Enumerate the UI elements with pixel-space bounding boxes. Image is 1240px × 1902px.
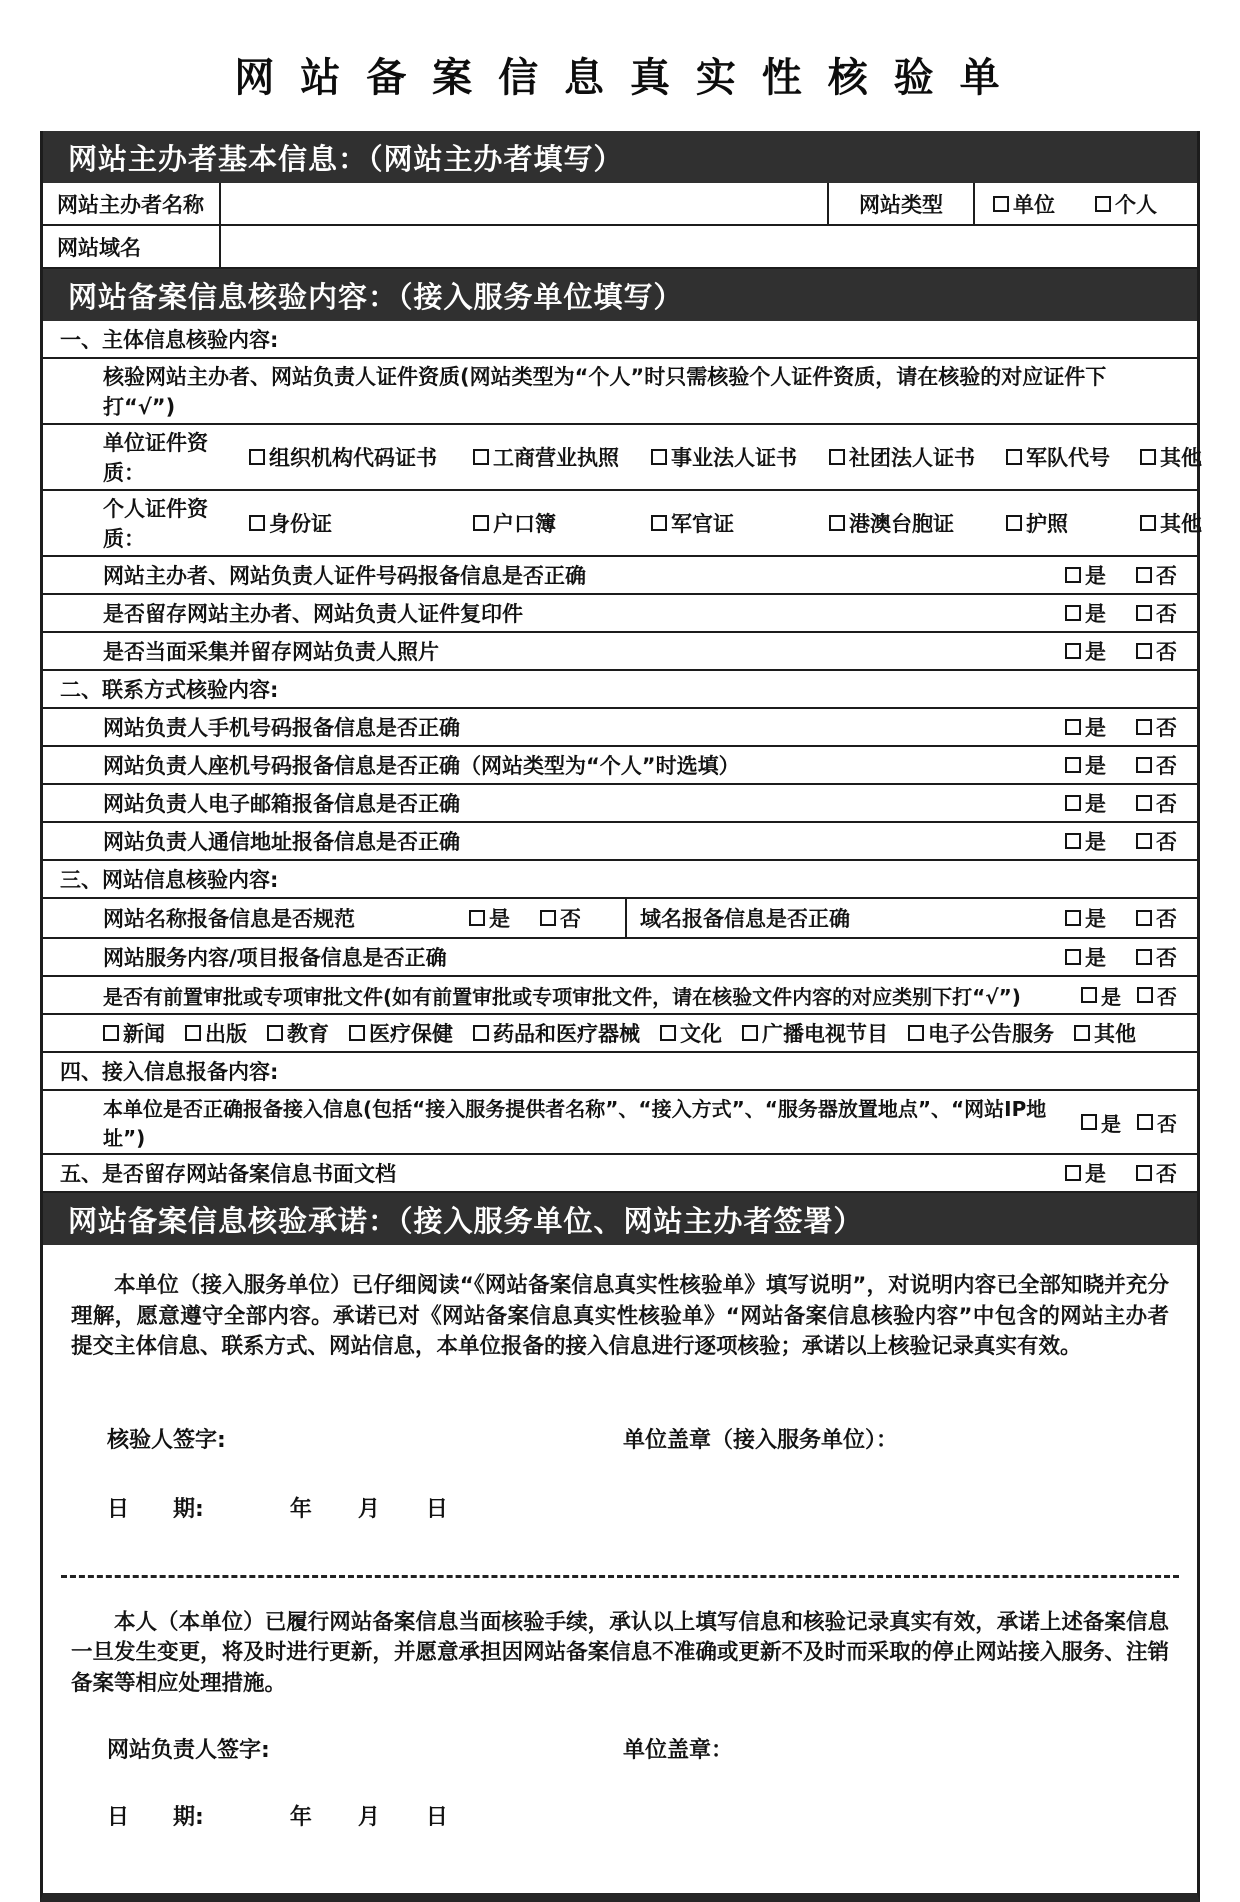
- question-text: 是否当面采集并留存网站负责人照片: [103, 640, 439, 664]
- checkbox-no[interactable]: [1136, 712, 1177, 742]
- question-text: 是否留存网站主办者、网站负责人证件复印件: [103, 602, 523, 626]
- checkbox-label: 教育: [287, 1022, 329, 1046]
- commitment-isp-block: [43, 1245, 1197, 1523]
- table-row-organizer: [43, 183, 1197, 226]
- checkbox-news[interactable]: [103, 1018, 165, 1048]
- yes-no-group: [1065, 750, 1177, 780]
- isp-seal-label: 单位盖章（接入服务单位）：: [623, 1427, 899, 1453]
- row-sitename-correct: [43, 899, 627, 937]
- checkbox-no[interactable]: [1136, 598, 1177, 628]
- checkbox-culture[interactable]: [660, 1018, 722, 1048]
- checkbox-yes[interactable]: [1081, 981, 1121, 1010]
- yes-no-group: [1065, 903, 1177, 933]
- date-day-unit-label: 日: [425, 1496, 448, 1522]
- checkbox-icon: [1065, 567, 1081, 583]
- checkbox-label: 社团法人证书: [849, 446, 975, 470]
- yes-no-group: [1065, 712, 1177, 742]
- site-type-label: 网站类型: [827, 183, 975, 224]
- checkbox-education[interactable]: [267, 1018, 329, 1048]
- checkbox-yes[interactable]: [1081, 1108, 1121, 1137]
- row-access-info-correct: [43, 1091, 1197, 1155]
- checkbox-label: 否: [1156, 716, 1177, 740]
- row-sitename-domain: [43, 899, 1197, 939]
- question-text: 网站主办者、网站负责人证件号码报备信息是否正确: [103, 564, 586, 588]
- checkbox-label: 是: [489, 907, 510, 931]
- checkbox-label: 药品和医疗器械: [493, 1022, 640, 1046]
- checkbox-icon: [1136, 1165, 1152, 1181]
- checkbox-icon: [1140, 515, 1156, 531]
- checkbox-label: 是: [1085, 946, 1106, 970]
- checkbox-no[interactable]: [1136, 788, 1177, 818]
- organizer-date-row: [43, 1800, 1197, 1831]
- checkbox-icon: [660, 1025, 676, 1041]
- row-written-doc-kept: [43, 1155, 1197, 1193]
- checkbox-label: 是: [1085, 716, 1106, 740]
- row-cert-number-correct: [43, 557, 1197, 595]
- unit-cert-list: [103, 427, 1202, 487]
- organizer-signature-row: [43, 1733, 1197, 1764]
- checkbox-icon: [1065, 1165, 1081, 1181]
- row-pre-approval: [43, 977, 1197, 1015]
- organizer-name-label: 网站主办者名称: [43, 183, 221, 224]
- checkbox-icon: [473, 449, 489, 465]
- commitment-isp-text: 本单位（接入服务单位）已仔细阅读“《网站备案信息真实性核验单》填写说明”，对说明内容已全部知晓并充分理解，愿意遵守全部内容。承诺已对《网站备案信息真实性核验单》“网站备案信息核验内容”中包含的网站主办者提交主体信息、联系方式、网站信息，本单位报备的接入信息进行逐项核验；承诺以上核验记录真实有效。: [71, 1273, 1169, 1360]
- checkbox-label: 组织机构代码证书: [269, 446, 437, 470]
- question-text: 网站名称报备信息是否规范: [103, 907, 355, 931]
- approval-category-list: [103, 1018, 1177, 1048]
- checkbox-icon: [1136, 795, 1152, 811]
- checkbox-icon: [1136, 833, 1152, 849]
- checkbox-icon: [249, 449, 265, 465]
- checkbox-label: 港澳台胞证: [849, 512, 954, 536]
- checkbox-label: 否: [1156, 792, 1177, 816]
- checkbox-icon: [993, 196, 1009, 212]
- checkbox-icon: [349, 1025, 365, 1041]
- checkbox-label: 单位: [1013, 192, 1055, 217]
- yes-no-group: [1081, 981, 1177, 1010]
- row-domain-correct: [627, 899, 1197, 937]
- question-text: 网站负责人电子邮箱报备信息是否正确: [103, 792, 460, 816]
- checkbox-healthcare[interactable]: [349, 1018, 453, 1048]
- checkbox-label: 护照: [1026, 512, 1068, 536]
- checkbox-label: 否: [1156, 830, 1177, 854]
- yes-no-group: [1065, 636, 1177, 666]
- checkbox-icon: [1065, 910, 1081, 926]
- checkbox-icon: [1065, 949, 1081, 965]
- checkbox-no[interactable]: [540, 903, 581, 933]
- checkbox-yes[interactable]: [1065, 750, 1106, 780]
- yes-no-group: [1081, 1108, 1177, 1137]
- checkbox-id-card[interactable]: [249, 508, 473, 538]
- checkbox-icon: [469, 910, 485, 926]
- subsection-title-access-info: 四、接入信息报备内容:: [43, 1053, 1197, 1091]
- page-title: 网 站 备 案 信 息 真 实 性 核 验 单: [234, 55, 1006, 101]
- checkbox-icon: [1136, 910, 1152, 926]
- checkbox-pharma-medical-devices[interactable]: [473, 1018, 640, 1048]
- checkbox-category-other[interactable]: [1074, 1018, 1136, 1048]
- checkbox-no[interactable]: [1136, 903, 1177, 933]
- checkbox-label: 军官证: [671, 512, 734, 536]
- checkbox-label: 否: [1157, 1111, 1177, 1136]
- bottom-spacer: [43, 1831, 1197, 1893]
- row-mobile-correct: [43, 709, 1197, 747]
- checkbox-no[interactable]: [1136, 942, 1177, 972]
- checkbox-label: 文化: [680, 1022, 722, 1046]
- section-header-verify-content: 网站备案信息核验内容：（接入服务单位填写）: [43, 269, 1197, 321]
- checkbox-icon: [1137, 1114, 1153, 1130]
- date-label: 日: [107, 1805, 130, 1831]
- checkbox-icon: [1081, 987, 1097, 1003]
- checkbox-personal-other[interactable]: [1140, 508, 1202, 538]
- verification-form-page: [0, 46, 1240, 1831]
- checkbox-icon: [1065, 757, 1081, 773]
- checkbox-passport[interactable]: [1006, 508, 1140, 538]
- question-text: 网站负责人手机号码报备信息是否正确: [103, 716, 460, 740]
- checkbox-label: 否: [1156, 754, 1177, 778]
- checkbox-yes[interactable]: [1065, 560, 1106, 590]
- checkbox-yes[interactable]: [1065, 826, 1106, 856]
- checkbox-icon: [1095, 196, 1111, 212]
- checkbox-icon: [1081, 1114, 1097, 1130]
- checkbox-military-officer-cert[interactable]: [651, 508, 829, 538]
- checkbox-no[interactable]: [1137, 1108, 1177, 1137]
- checkbox-icon: [1065, 605, 1081, 621]
- checkbox-icon: [1065, 795, 1081, 811]
- checkbox-label: 否: [1156, 564, 1177, 588]
- unit-cert-prefix: 单位证件资质：: [103, 431, 208, 485]
- date-label: 期:: [173, 1805, 204, 1831]
- row-email-correct: [43, 785, 1197, 823]
- checkbox-label: 是: [1085, 754, 1106, 778]
- checkbox-icon: [267, 1025, 283, 1041]
- checkbox-label: 出版: [205, 1022, 247, 1046]
- checkbox-label: 否: [1157, 984, 1177, 1009]
- checkbox-no[interactable]: [1137, 981, 1177, 1010]
- checkbox-electronic-bulletin[interactable]: [908, 1018, 1054, 1048]
- date-month-label: 月: [357, 1805, 380, 1831]
- isp-signature-row: [43, 1423, 1197, 1454]
- checkbox-icon: [1136, 949, 1152, 965]
- checkbox-icon: [1074, 1025, 1090, 1041]
- domain-field[interactable]: [221, 226, 1197, 267]
- checkbox-label: 否: [560, 907, 581, 931]
- checkbox-icon: [651, 515, 667, 531]
- row-address-correct: [43, 823, 1197, 861]
- checkbox-icon: [1065, 833, 1081, 849]
- checkbox-icon: [1136, 567, 1152, 583]
- checkbox-icon: [1136, 757, 1152, 773]
- checkbox-icon: [1065, 643, 1081, 659]
- row-landline-correct: [43, 747, 1197, 785]
- checkbox-label: 新闻: [123, 1022, 165, 1046]
- checkbox-icon: [540, 910, 556, 926]
- row-unit-certs: [43, 425, 1202, 491]
- organizer-name-field[interactable]: [221, 183, 827, 224]
- date-day-unit-label: 日: [425, 1805, 448, 1831]
- checkbox-site-type-unit[interactable]: [993, 189, 1055, 219]
- checkbox-household-register[interactable]: [473, 508, 651, 538]
- checkbox-label: 是: [1101, 1111, 1121, 1136]
- yes-no-group: [1065, 942, 1177, 972]
- date-year-label: 年: [289, 1805, 312, 1831]
- subsection-title-subject-info: 一、主体信息核验内容:: [43, 321, 1197, 359]
- checkbox-icon: [742, 1025, 758, 1041]
- unit-seal-label: 单位盖章：: [623, 1738, 734, 1764]
- checkbox-label: 事业法人证书: [671, 446, 797, 470]
- checkbox-icon: [473, 1025, 489, 1041]
- subsection-title-website-info: 三、网站信息核验内容:: [43, 861, 1197, 899]
- domain-label: 网站域名: [43, 226, 221, 267]
- checkbox-label: 否: [1156, 907, 1177, 931]
- checkbox-social-org-cert[interactable]: [829, 442, 1006, 472]
- checkbox-icon: [829, 515, 845, 531]
- checkbox-label: 否: [1156, 946, 1177, 970]
- yes-no-group: [1065, 788, 1177, 818]
- question-text: 网站服务内容/项目报备信息是否正确: [103, 946, 447, 970]
- question-text: 是否有前置审批或专项审批文件(如有前置审批或专项审批文件，请在核验文件内容的对应类别下打“√”): [103, 984, 1021, 1009]
- checkbox-label: 军队代号: [1026, 446, 1110, 470]
- checkbox-icon: [473, 515, 489, 531]
- checkbox-label: 电子公告服务: [928, 1022, 1054, 1046]
- verification-form: [40, 131, 1200, 1902]
- question-text: 网站负责人座机号码报备信息是否正确（网站类型为“个人”时选填）: [103, 754, 740, 778]
- checkbox-broadcast-tv[interactable]: [742, 1018, 888, 1048]
- date-year-label: 年: [289, 1496, 312, 1522]
- checkbox-label: 工商营业执照: [493, 446, 619, 470]
- checkbox-icon: [249, 515, 265, 531]
- personal-cert-prefix: 个人证件资质：: [103, 497, 208, 551]
- checkbox-no[interactable]: [1136, 750, 1177, 780]
- section-header-basic-info: 网站主办者基本信息：（网站主办者填写）: [43, 131, 1197, 183]
- checkbox-org-code-cert[interactable]: [249, 442, 473, 472]
- checkbox-yes[interactable]: [1065, 712, 1106, 742]
- checkbox-icon: [1136, 605, 1152, 621]
- checkbox-label: 其他: [1160, 446, 1202, 470]
- checkbox-label: 否: [1156, 640, 1177, 664]
- question-text: 域名报备信息是否正确: [640, 907, 850, 931]
- section-header-commitment: 网站备案信息核验承诺：（接入服务单位、网站主办者签署）: [43, 1193, 1197, 1245]
- checkbox-icon: [1136, 719, 1152, 735]
- checkbox-label: 否: [1156, 602, 1177, 626]
- checkbox-yes[interactable]: [1065, 1158, 1106, 1188]
- checkbox-no[interactable]: [1136, 826, 1177, 856]
- row-approval-categories: [43, 1015, 1197, 1053]
- cert-note-text: 核验网站主办者、网站负责人证件资质(网站类型为“个人”时只需核验个人证件资质，请在核验的对应证件下打“√”): [103, 365, 1107, 419]
- yes-no-group: [1065, 598, 1177, 628]
- checkbox-label: 是: [1101, 984, 1121, 1009]
- row-cert-copy-kept: [43, 595, 1197, 633]
- checkbox-label: 身份证: [269, 512, 332, 536]
- commitment-organizer-text: 本人（本单位）已履行网站备案信息当面核验手续，承认以上填写信息和核验记录真实有效，承诺上述备案信息一旦发生变更，将及时进行更新，并愿意承担因网站备案信息不准确或更新不及时而采取的停止网站接入服务、注销备案等相应处理措施。: [71, 1609, 1169, 1696]
- verifier-signature-label: 核验人签字:: [107, 1427, 226, 1453]
- checkbox-icon: [1006, 449, 1022, 465]
- yes-no-group: [1065, 826, 1177, 856]
- checkbox-label: 是: [1085, 640, 1106, 664]
- row-personal-certs: [43, 491, 1202, 557]
- site-manager-signature-label: 网站负责人签字:: [107, 1738, 270, 1764]
- checkbox-label: 广播电视节目: [762, 1022, 888, 1046]
- checkbox-yes[interactable]: [469, 903, 510, 933]
- checkbox-label: 否: [1156, 1162, 1177, 1186]
- checkbox-label: 是: [1085, 564, 1106, 588]
- checkbox-yes[interactable]: [1065, 788, 1106, 818]
- checkbox-icon: [103, 1025, 119, 1041]
- checkbox-icon: [829, 449, 845, 465]
- question-text: 五、是否留存网站备案信息书面文档: [60, 1162, 396, 1186]
- row-photo-collected: [43, 633, 1197, 671]
- checkbox-icon: [1065, 719, 1081, 735]
- checkbox-institution-cert[interactable]: [651, 442, 829, 472]
- yes-no-group: [1065, 560, 1177, 590]
- isp-date-row: [43, 1492, 1197, 1523]
- subsection-title-contact-info: 二、联系方式核验内容:: [43, 671, 1197, 709]
- question-text: 网站负责人通信地址报备信息是否正确: [103, 830, 460, 854]
- checkbox-label: 其他: [1160, 512, 1202, 536]
- checkbox-label: 是: [1085, 1162, 1106, 1186]
- checkbox-military-code[interactable]: [1006, 442, 1140, 472]
- checkbox-business-license[interactable]: [473, 442, 651, 472]
- checkbox-publishing[interactable]: [185, 1018, 247, 1048]
- checkbox-icon: [651, 449, 667, 465]
- checkbox-yes[interactable]: [1065, 636, 1106, 666]
- checkbox-yes[interactable]: [1065, 942, 1106, 972]
- checkbox-site-type-personal[interactable]: [1095, 189, 1157, 219]
- checkbox-unit-other[interactable]: [1140, 442, 1202, 472]
- date-month-label: 月: [357, 1496, 380, 1522]
- table-row-domain: [43, 226, 1197, 269]
- checkbox-no[interactable]: [1136, 1158, 1177, 1188]
- checkbox-label: 户口簿: [493, 512, 556, 536]
- checkbox-hk-macao-taiwan-cert[interactable]: [829, 508, 1006, 538]
- yes-no-group: [1065, 1158, 1177, 1188]
- row-cert-note: [43, 359, 1197, 425]
- checkbox-label: 是: [1085, 830, 1106, 854]
- personal-cert-list: [103, 493, 1202, 553]
- checkbox-icon: [1006, 515, 1022, 531]
- checkbox-yes[interactable]: [1065, 598, 1106, 628]
- yes-no-group: [469, 903, 581, 933]
- checkbox-icon: [1137, 987, 1153, 1003]
- checkbox-yes[interactable]: [1065, 903, 1106, 933]
- date-label: 期:: [173, 1496, 204, 1522]
- site-type-options: [975, 183, 1197, 224]
- checkbox-icon: [908, 1025, 924, 1041]
- checkbox-no[interactable]: [1136, 636, 1177, 666]
- checkbox-no[interactable]: [1136, 560, 1177, 590]
- row-service-correct: [43, 939, 1197, 977]
- checkbox-label: 是: [1085, 792, 1106, 816]
- checkbox-label: 个人: [1115, 192, 1157, 217]
- checkbox-label: 其他: [1094, 1022, 1136, 1046]
- question-text: 本单位是否正确报备接入信息(包括“接入服务提供者名称”、“接入方式”、“服务器放置地点”、“网站IP地址”): [103, 1097, 1047, 1150]
- checkbox-label: 是: [1085, 907, 1106, 931]
- checkbox-label: 医疗保健: [369, 1022, 453, 1046]
- checkbox-icon: [1136, 643, 1152, 659]
- checkbox-icon: [1140, 449, 1156, 465]
- checkbox-label: 是: [1085, 602, 1106, 626]
- commitment-organizer-block: [43, 1578, 1197, 1894]
- checkbox-icon: [185, 1025, 201, 1041]
- date-label: 日: [107, 1496, 130, 1522]
